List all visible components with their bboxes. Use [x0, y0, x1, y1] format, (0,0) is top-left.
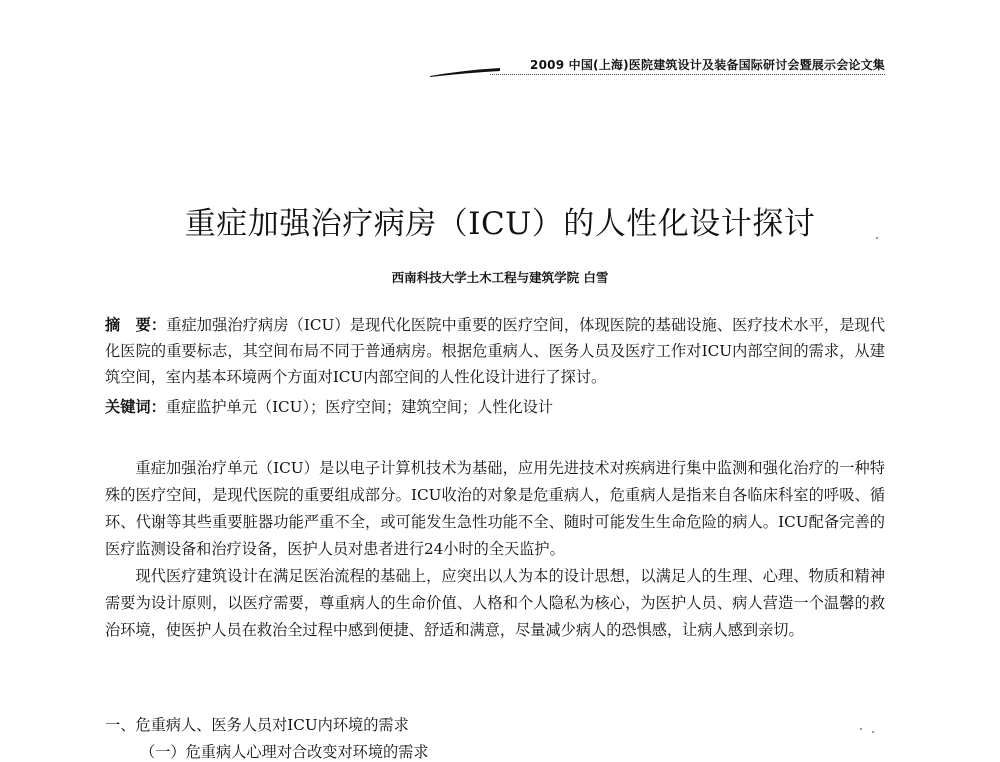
- keywords-text: 重症监护单元（ICU）；医疗空间；建筑空间；人性化设计: [165, 398, 554, 416]
- journal-name: 2009 中国(上海)医院建筑设计及装备国际研讨会暨展示会论文集: [530, 58, 885, 72]
- body-text: [105, 455, 885, 644]
- header-rule: [490, 74, 885, 75]
- author-affiliation: 西南科技大学土木工程与建筑学院 白雪: [391, 270, 609, 285]
- paragraph-1: 重症加强治疗单元（ICU）是以电子计算机技术为基础，应用先进技术对疾病进行集中监测和强化治疗的一种特殊的医疗空间，是现代医院的重要组成部分。ICU收治的对象是危重病人，危重病人是指来自各临床科室的呼吸、循环、代谢等其些重要脏器功能严重不全，或可能发生急性功能不全、随时可能发生生命危险的病人。ICU配备完善的医疗监测设备和治疗设备，医护人员对患者进行24小时的全天监护。: [105, 459, 885, 558]
- header-swoosh-icon: [430, 62, 500, 80]
- scan-speck: [876, 237, 878, 239]
- article-title: 重症加强治疗病房（ICU）的人性化设计探讨: [184, 206, 816, 242]
- paragraph-2: 现代医疗建筑设计在满足医治流程的基础上，应突出以人为本的设计思想，以满足人的生理、心理、物质和精神需要为设计原则，以医疗需要，尊重病人的生命价值、人格和个人隐私为核心，为医护人员、病人营造一个温馨的救治环境，使医护人员在救治全过程中感到便捷、舒适和满意，尽量减少病人的恐惧感，让病人感到亲切。: [105, 567, 885, 639]
- keywords-label: 关键词：: [105, 398, 166, 416]
- scan-speck: [860, 728, 862, 730]
- abstract: [105, 312, 885, 390]
- abstract-label: 摘 要：: [105, 316, 167, 334]
- abstract-text: 重症加强治疗病房（ICU）是现代化医院中重要的医疗空间，体现医院的基础设施、医疗技术水平，是现代化医院的重要标志，其空间布局不同于普通病房。根据危重病人、医务人员及医疗工作对ICU内部空间的需求，从建筑空间，室内基本环境两个方面对ICU内部空间的人性化设计进行了探讨。: [105, 316, 886, 386]
- section-heading-1: 一、危重病人、医务人员对ICU内环境的需求: [105, 716, 409, 734]
- scan-speck: [872, 731, 874, 733]
- running-header: [430, 52, 885, 82]
- keywords: [105, 394, 885, 420]
- subsection-heading-1-1: （一）危重病人心理对合改变对环境的需求: [140, 743, 429, 761]
